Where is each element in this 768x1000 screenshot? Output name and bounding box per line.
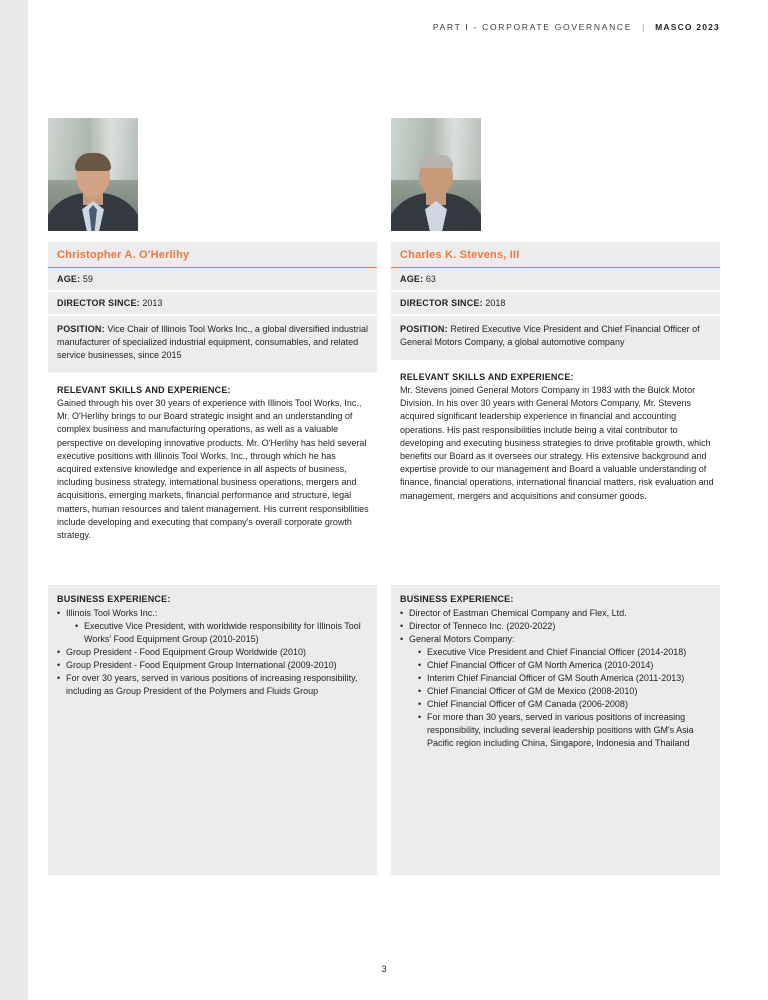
director-2-business-panel: [391, 585, 720, 875]
page-number: 3: [381, 964, 387, 974]
business-experience-item-text: General Motors Company:: [409, 634, 515, 644]
director-2-skills: [391, 372, 720, 503]
position-label: POSITION:: [57, 324, 105, 334]
business-experience-subitem: • Executive Vice President, with worldwide responsibility for Illinois Tool Works' Food Equipment Group (2010-2015): [75, 620, 368, 646]
director-1-age-row: [48, 268, 377, 292]
skills-title: RELEVANT SKILLS AND EXPERIENCE:: [57, 385, 231, 395]
position-label: POSITION:: [400, 324, 448, 334]
director-1-since-row: [48, 292, 377, 316]
business-experience-item: [57, 659, 368, 672]
business-experience-item-text: Group President - Food Equipment Group International (2009-2010): [66, 660, 337, 670]
director-card-2: [391, 118, 720, 542]
director-1-photo: [48, 118, 138, 231]
business-experience-item: [57, 607, 368, 646]
director-1-since-value: 2013: [142, 298, 163, 308]
business-experience-card-1: [48, 585, 377, 875]
business-experience-item: [400, 607, 711, 620]
director-1-skills: [48, 385, 377, 542]
director-since-label: DIRECTOR SINCE:: [400, 298, 483, 308]
director-2-photo: [391, 118, 481, 231]
skills-title: RELEVANT SKILLS AND EXPERIENCE:: [400, 372, 574, 382]
page-header: [48, 22, 720, 44]
business-experience-subitem: • Executive Vice President and Chief Financial Officer (2014-2018): [418, 646, 711, 659]
director-2-position-row: [391, 316, 720, 360]
director-1-age-value: 59: [82, 274, 93, 284]
business-experience-item-text: For over 30 years, served in various positions of increasing responsibility, including as Group President of the Polymers and Fluids Group: [66, 673, 358, 696]
director-2-business-list: [400, 607, 711, 750]
business-experience-item-text: Director of Eastman Chemical Company and Flex, Ltd.: [409, 608, 627, 618]
director-1-business-panel: [48, 585, 377, 875]
director-1-skills-text: Gained through his over 30 years of experience with Illinois Tool Works, Inc., Mr. O'Herlihy brings to our Board strategic insight and an understanding of complex business and manufacturing operations, as well as a valuable perspective on developing innovative products. Mr. O'Herlihy has held several executive positions with Illinois Tool Works, Inc., through which he has acquired extensive knowledge and experience in all aspects of business, including business strategy, international business operations, mergers and acquisitions, emerging markets, financial performance and structure, legal matters, human resources and talent management. His current responsibilities include developing and executing that company's overall corporate growth strategy.: [57, 398, 369, 541]
director-columns: [48, 118, 720, 542]
director-card-1: [48, 118, 377, 542]
business-experience-sublist: [409, 646, 711, 750]
director-2-since-value: 2018: [485, 298, 506, 308]
director-1-position-value: Vice Chair of Illinois Tool Works Inc., a global diversified industrial manufacturer of specialized industrial equipment, consumables, and related service businesses, since 2015: [57, 324, 368, 360]
business-experience-columns: [48, 585, 720, 875]
business-experience-item: [57, 672, 368, 698]
director-2-since-row: [391, 292, 720, 316]
business-experience-card-2: [391, 585, 720, 875]
director-2-position-value: Retired Executive Vice President and Chief Financial Officer of General Motors Company, a global automotive company: [400, 324, 700, 347]
director-2-name: Charles K. Stevens, III: [391, 242, 720, 268]
age-label: AGE:: [400, 274, 424, 284]
director-since-label: DIRECTOR SINCE:: [57, 298, 140, 308]
director-2-age-row: [391, 268, 720, 292]
business-experience-item-text: Illinois Tool Works Inc.:: [66, 608, 158, 618]
business-experience-subitem: • For more than 30 years, served in various positions of increasing responsibility, including several leadership positions with GM's Asia Pacific region including China, Singapore, Indonesia and Thailand: [418, 711, 711, 750]
business-experience-subitem: • Chief Financial Officer of GM North America (2010-2014): [418, 659, 711, 672]
age-label: AGE:: [57, 274, 81, 284]
header-document-label: MASCO 2023: [655, 22, 720, 32]
director-1-business-list: [57, 607, 368, 698]
director-2-age-value: 63: [425, 274, 436, 284]
header-separator: |: [642, 22, 647, 32]
header-part-label: PART I - CORPORATE GOVERNANCE: [432, 22, 633, 32]
business-experience-subitem: • Chief Financial Officer of GM Canada (2006-2008): [418, 698, 711, 711]
business-title: BUSINESS EXPERIENCE:: [57, 594, 171, 604]
director-1-position-row: [48, 316, 377, 373]
business-experience-subitem: • Chief Financial Officer of GM de Mexico (2008-2010): [418, 685, 711, 698]
page-gutter-strip: [0, 0, 28, 1000]
business-experience-item: [400, 620, 711, 633]
business-title: BUSINESS EXPERIENCE:: [400, 594, 514, 604]
director-1-name: Christopher A. O'Herlihy: [48, 242, 377, 268]
business-experience-item-text: Group President - Food Equipment Group Worldwide (2010): [66, 647, 306, 657]
business-experience-subitem: • Interim Chief Financial Officer of GM South America (2011-2013): [418, 672, 711, 685]
director-2-skills-text: Mr. Stevens joined General Motors Company in 1983 with the Buick Motor Division. In his over 30 years with General Motors Company, Mr. Stevens acquired significant leadership experience in financial and accounting operations. His past responsibilities include being a vital contributor to developing and executing business strategies to drive profitable growth, which benefits our Board as it oversees our strategy. His extensive background and expertise provide to our management and Board a valuable understanding of finance, financial operations, international financial matters, risk evaluation and management, mergers and acquisitions and consumer goods.: [400, 385, 714, 501]
business-experience-sublist: [66, 620, 368, 646]
business-experience-item: [57, 646, 368, 659]
business-experience-item: [400, 633, 711, 750]
business-experience-item-text: Director of Tenneco Inc. (2020-2022): [409, 621, 556, 631]
